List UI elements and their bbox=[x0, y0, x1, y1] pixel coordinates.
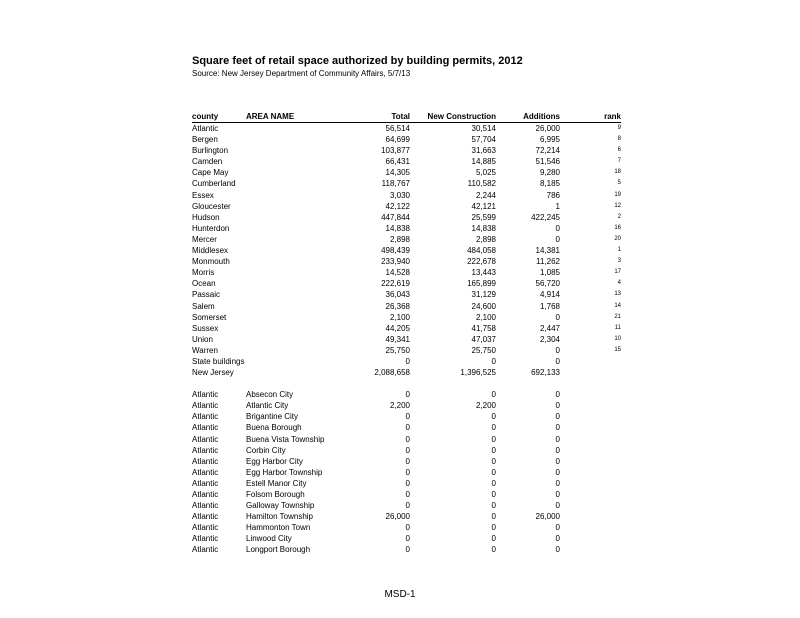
area-cell bbox=[246, 178, 346, 189]
rank-cell bbox=[560, 367, 621, 378]
additions-cell: 0 bbox=[555, 390, 560, 400]
municipality-row bbox=[192, 389, 621, 400]
additions-cell: 0 bbox=[555, 401, 560, 411]
new-construction-cell: 0 bbox=[491, 523, 496, 533]
county-row bbox=[192, 201, 621, 212]
county-cell: Atlantic bbox=[192, 512, 219, 522]
area-cell bbox=[246, 156, 346, 167]
county-row bbox=[192, 223, 621, 234]
header-new-construction: New Construction bbox=[410, 112, 496, 123]
area-cell bbox=[246, 234, 346, 245]
area-cell: Longport Borough bbox=[246, 545, 311, 555]
new-construction-cell: 484,058 bbox=[467, 246, 496, 256]
area-cell: Hamilton Township bbox=[246, 512, 313, 522]
new-construction-cell: 0 bbox=[491, 490, 496, 499]
additions-cell: 0 bbox=[555, 545, 560, 555]
area-cell: Linwood City bbox=[246, 534, 292, 544]
area-cell: Atlantic City bbox=[246, 401, 289, 411]
new-construction-cell: 57,704 bbox=[471, 135, 496, 145]
area-cell bbox=[246, 356, 346, 367]
area-cell bbox=[246, 190, 346, 201]
area-cell bbox=[246, 323, 346, 334]
total-cell: 447,844 bbox=[381, 212, 410, 222]
area-cell: Hammonton Town bbox=[246, 523, 311, 533]
new-construction-cell: 25,599 bbox=[471, 212, 496, 222]
total-cell: 0 bbox=[405, 523, 410, 533]
county-cell: Atlantic bbox=[192, 124, 219, 133]
total-cell: 66,431 bbox=[385, 157, 410, 167]
area-cell bbox=[246, 134, 346, 145]
new-construction-cell: 0 bbox=[491, 501, 496, 511]
rank-cell bbox=[560, 500, 621, 511]
county-cell: Atlantic bbox=[192, 445, 219, 455]
new-construction-cell: 0 bbox=[491, 412, 496, 422]
area-cell bbox=[246, 256, 346, 267]
additions-cell: 0 bbox=[555, 445, 560, 455]
new-construction-cell: 2,898 bbox=[475, 234, 496, 244]
new-construction-cell: 0 bbox=[491, 423, 496, 433]
rank-cell: 15 bbox=[614, 346, 621, 353]
rank-cell bbox=[560, 422, 621, 433]
additions-cell: 0 bbox=[555, 345, 560, 355]
new-construction-cell: 14,838 bbox=[471, 223, 496, 233]
county-cell: Atlantic bbox=[192, 478, 219, 488]
new-construction-cell: 0 bbox=[491, 512, 496, 522]
rank-cell: 9 bbox=[617, 125, 621, 131]
total-cell: 2,898 bbox=[389, 234, 410, 244]
rank-cell: 4 bbox=[617, 280, 621, 287]
new-construction-cell: 14,885 bbox=[471, 157, 496, 167]
rank-cell bbox=[560, 533, 621, 544]
additions-cell: 0 bbox=[555, 534, 560, 544]
total-cell: 0 bbox=[405, 390, 410, 400]
county-cell: Morris bbox=[192, 268, 215, 278]
new-construction-cell: 0 bbox=[491, 467, 496, 477]
new-construction-cell: 30,514 bbox=[471, 124, 496, 133]
new-construction-cell: 47,037 bbox=[471, 334, 496, 344]
county-cell: Sussex bbox=[192, 323, 219, 333]
county-row bbox=[192, 145, 621, 156]
county-row bbox=[192, 345, 621, 356]
rank-cell: 7 bbox=[617, 158, 621, 165]
county-cell: Somerset bbox=[192, 312, 227, 322]
new-construction-cell: 42,121 bbox=[471, 201, 496, 211]
additions-cell: 1 bbox=[555, 201, 560, 211]
county-row bbox=[192, 301, 621, 312]
area-cell: Egg Harbor Township bbox=[246, 467, 323, 477]
rank-cell bbox=[560, 434, 621, 445]
new-construction-cell: 31,129 bbox=[471, 290, 496, 300]
county-cell: Atlantic bbox=[192, 423, 219, 433]
total-cell: 0 bbox=[405, 490, 410, 499]
area-cell bbox=[246, 345, 346, 356]
total-cell: 56,514 bbox=[385, 124, 410, 133]
total-cell: 49,341 bbox=[385, 334, 410, 344]
total-cell: 0 bbox=[405, 534, 410, 544]
additions-cell: 0 bbox=[555, 434, 560, 444]
additions-cell: 0 bbox=[555, 523, 560, 533]
spacer-cell bbox=[192, 378, 621, 389]
new-construction-cell: 25,750 bbox=[471, 345, 496, 355]
municipality-row bbox=[192, 533, 621, 544]
additions-cell: 0 bbox=[555, 412, 560, 422]
area-cell: Egg Harbor City bbox=[246, 456, 303, 466]
new-construction-cell: 2,100 bbox=[475, 312, 496, 322]
total-cell: 3,030 bbox=[389, 190, 410, 200]
county-cell: Cape May bbox=[192, 168, 229, 178]
new-construction-cell: 165,899 bbox=[467, 279, 496, 289]
rank-cell: 11 bbox=[614, 324, 621, 331]
county-cell: Warren bbox=[192, 345, 218, 355]
county-cell: Middlesex bbox=[192, 246, 229, 256]
total-cell: 0 bbox=[405, 545, 410, 555]
total-cell: 0 bbox=[405, 456, 410, 466]
county-row bbox=[192, 356, 621, 367]
additions-cell: 9,280 bbox=[539, 168, 560, 178]
additions-cell: 0 bbox=[555, 223, 560, 233]
total-cell: 26,368 bbox=[385, 301, 410, 311]
county-row bbox=[192, 267, 621, 278]
county-cell: Atlantic bbox=[192, 412, 219, 422]
total-cell: 118,767 bbox=[381, 179, 410, 189]
new-construction-cell: 110,582 bbox=[467, 179, 496, 189]
area-cell bbox=[246, 278, 346, 289]
municipality-row bbox=[192, 544, 621, 555]
additions-cell: 8,185 bbox=[539, 179, 560, 189]
additions-cell: 72,214 bbox=[535, 146, 560, 156]
additions-cell: 0 bbox=[555, 456, 560, 466]
area-cell: Galloway Township bbox=[246, 501, 315, 511]
county-cell: Mercer bbox=[192, 234, 217, 244]
county-row bbox=[192, 234, 621, 245]
new-construction-cell: 222,678 bbox=[467, 257, 496, 267]
additions-cell: 2,447 bbox=[539, 323, 560, 333]
county-cell: State buildings bbox=[192, 356, 245, 366]
rank-cell bbox=[560, 389, 621, 400]
county-cell: Salem bbox=[192, 301, 215, 311]
total-cell: 0 bbox=[405, 445, 410, 455]
rank-cell bbox=[560, 400, 621, 411]
total-cell: 103,877 bbox=[381, 146, 410, 156]
additions-cell: 2,304 bbox=[539, 334, 560, 344]
rank-cell: 6 bbox=[617, 147, 621, 154]
rank-cell: 16 bbox=[614, 224, 621, 231]
county-cell: Monmouth bbox=[192, 257, 230, 267]
county-row bbox=[192, 334, 621, 345]
county-cell: Union bbox=[192, 334, 213, 344]
area-cell bbox=[246, 301, 346, 312]
total-cell: 2,088,658 bbox=[374, 368, 410, 378]
rank-cell: 3 bbox=[617, 258, 621, 265]
county-row bbox=[192, 212, 621, 223]
area-cell bbox=[246, 145, 346, 156]
county-row bbox=[192, 178, 621, 189]
page-footer: MSD-1 bbox=[384, 589, 416, 600]
rank-cell: 20 bbox=[614, 235, 621, 242]
county-cell: Hunterdon bbox=[192, 223, 230, 233]
county-row bbox=[192, 367, 621, 378]
county-row bbox=[192, 167, 621, 178]
total-cell: 0 bbox=[405, 478, 410, 488]
additions-cell: 0 bbox=[555, 356, 560, 366]
header-county: county bbox=[192, 112, 246, 123]
rank-cell bbox=[560, 356, 621, 367]
page-title: Square feet of retail space authorized by building permits, 2012 bbox=[192, 55, 523, 67]
county-cell: Hudson bbox=[192, 212, 220, 222]
total-cell: 36,043 bbox=[385, 290, 410, 300]
rank-cell bbox=[560, 522, 621, 533]
county-row bbox=[192, 312, 621, 323]
total-cell: 2,100 bbox=[389, 312, 410, 322]
new-construction-cell: 2,244 bbox=[475, 190, 496, 200]
additions-cell: 0 bbox=[555, 312, 560, 322]
rank-cell bbox=[560, 511, 621, 522]
county-cell: Atlantic bbox=[192, 490, 219, 499]
total-cell: 14,305 bbox=[385, 168, 410, 178]
total-cell: 0 bbox=[405, 356, 410, 366]
rank-cell: 21 bbox=[614, 313, 621, 320]
county-cell: Atlantic bbox=[192, 434, 219, 444]
additions-cell: 0 bbox=[555, 490, 560, 499]
area-cell: Estell Manor City bbox=[246, 478, 307, 488]
municipality-row bbox=[192, 445, 621, 456]
rank-cell bbox=[560, 411, 621, 422]
new-construction-cell: 0 bbox=[491, 434, 496, 444]
county-cell: Gloucester bbox=[192, 201, 231, 211]
county-row bbox=[192, 245, 621, 256]
area-cell bbox=[246, 312, 346, 323]
total-cell: 0 bbox=[405, 501, 410, 511]
new-construction-cell: 0 bbox=[491, 456, 496, 466]
area-cell bbox=[246, 123, 346, 135]
county-cell: Atlantic bbox=[192, 456, 219, 466]
rank-cell bbox=[560, 478, 621, 489]
county-row bbox=[192, 134, 621, 145]
additions-cell: 6,995 bbox=[539, 135, 560, 145]
county-cell: New Jersey bbox=[192, 368, 234, 378]
rank-cell: 17 bbox=[614, 269, 621, 276]
source-note: Source: New Jersey Department of Community Affairs, 5/7/13 bbox=[192, 69, 411, 78]
county-cell: Passaic bbox=[192, 290, 221, 300]
area-cell bbox=[246, 367, 346, 378]
total-cell: 498,439 bbox=[381, 246, 410, 256]
table-header-row bbox=[192, 112, 621, 123]
county-cell: Cumberland bbox=[192, 179, 236, 189]
total-cell: 222,619 bbox=[381, 279, 410, 289]
county-cell: Atlantic bbox=[192, 467, 219, 477]
county-cell: Atlantic bbox=[192, 501, 219, 511]
new-construction-cell: 0 bbox=[491, 356, 496, 366]
municipality-row bbox=[192, 411, 621, 422]
rank-cell: 1 bbox=[617, 247, 621, 254]
additions-cell: 11,262 bbox=[536, 257, 560, 267]
new-construction-cell: 0 bbox=[491, 390, 496, 400]
area-cell bbox=[246, 201, 346, 212]
municipality-row bbox=[192, 422, 621, 433]
new-construction-cell: 0 bbox=[491, 534, 496, 544]
additions-cell: 14,381 bbox=[535, 246, 560, 256]
new-construction-cell: 0 bbox=[491, 545, 496, 555]
retail-permits-table bbox=[192, 112, 621, 556]
rank-cell: 19 bbox=[614, 191, 621, 198]
county-row bbox=[192, 123, 621, 135]
total-cell: 64,699 bbox=[385, 135, 410, 145]
rank-cell: 18 bbox=[614, 169, 621, 176]
new-construction-cell: 13,443 bbox=[471, 268, 496, 278]
total-cell: 0 bbox=[405, 434, 410, 444]
county-cell: Atlantic bbox=[192, 545, 219, 555]
rank-cell: 5 bbox=[617, 180, 621, 187]
additions-cell: 0 bbox=[555, 501, 560, 511]
area-cell bbox=[246, 167, 346, 178]
rank-cell bbox=[560, 467, 621, 478]
total-cell: 14,838 bbox=[385, 223, 410, 233]
area-cell bbox=[246, 289, 346, 300]
new-construction-cell: 24,600 bbox=[471, 301, 496, 311]
additions-cell: 692,133 bbox=[531, 368, 560, 378]
additions-cell: 786 bbox=[546, 190, 560, 200]
county-row bbox=[192, 289, 621, 300]
additions-cell: 4,914 bbox=[539, 290, 560, 300]
area-cell: Buena Vista Township bbox=[246, 434, 325, 444]
municipality-row bbox=[192, 456, 621, 467]
area-cell: Buena Borough bbox=[246, 423, 302, 433]
table-body bbox=[192, 123, 621, 556]
county-cell: Ocean bbox=[192, 279, 216, 289]
county-row bbox=[192, 323, 621, 334]
rank-cell bbox=[560, 456, 621, 467]
additions-cell: 51,546 bbox=[535, 157, 560, 167]
new-construction-cell: 41,758 bbox=[471, 323, 496, 333]
rank-cell: 10 bbox=[614, 335, 621, 342]
additions-cell: 26,000 bbox=[535, 512, 560, 522]
header-total: Total bbox=[346, 112, 410, 123]
new-construction-cell: 0 bbox=[491, 445, 496, 455]
county-row bbox=[192, 156, 621, 167]
area-cell bbox=[246, 267, 346, 278]
rank-cell: 12 bbox=[614, 202, 621, 209]
header-area-name: AREA NAME bbox=[246, 112, 346, 123]
county-cell: Atlantic bbox=[192, 523, 219, 533]
county-row bbox=[192, 190, 621, 201]
rank-cell bbox=[560, 489, 621, 500]
new-construction-cell: 1,396,525 bbox=[460, 368, 496, 378]
new-construction-cell: 0 bbox=[491, 478, 496, 488]
county-row bbox=[192, 256, 621, 267]
municipality-row bbox=[192, 500, 621, 511]
area-cell: Absecon City bbox=[246, 390, 294, 400]
municipality-row bbox=[192, 478, 621, 489]
county-cell: Burlington bbox=[192, 146, 229, 156]
area-cell: Brigantine City bbox=[246, 412, 299, 422]
total-cell: 0 bbox=[405, 412, 410, 422]
municipality-row bbox=[192, 467, 621, 478]
rank-cell: 14 bbox=[614, 302, 621, 309]
municipality-row bbox=[192, 489, 621, 500]
rank-cell bbox=[560, 445, 621, 456]
additions-cell: 1,768 bbox=[539, 301, 560, 311]
municipality-row bbox=[192, 522, 621, 533]
county-cell: Atlantic bbox=[192, 390, 219, 400]
municipality-row bbox=[192, 511, 621, 522]
header-additions: Additions bbox=[496, 112, 560, 123]
additions-cell: 0 bbox=[555, 478, 560, 488]
rank-cell bbox=[560, 544, 621, 555]
additions-cell: 26,000 bbox=[535, 124, 560, 133]
county-cell: Bergen bbox=[192, 135, 218, 145]
total-cell: 14,528 bbox=[385, 268, 410, 278]
total-cell: 0 bbox=[405, 467, 410, 477]
additions-cell: 0 bbox=[555, 423, 560, 433]
total-cell: 26,000 bbox=[385, 512, 410, 522]
county-cell: Camden bbox=[192, 157, 223, 167]
area-cell bbox=[246, 212, 346, 223]
additions-cell: 422,245 bbox=[531, 212, 560, 222]
area-cell bbox=[246, 334, 346, 345]
header-rank: rank bbox=[560, 112, 621, 123]
section-spacer bbox=[192, 378, 621, 389]
total-cell: 25,750 bbox=[385, 345, 410, 355]
area-cell: Corbin City bbox=[246, 445, 286, 455]
county-cell: Atlantic bbox=[192, 401, 219, 411]
total-cell: 2,200 bbox=[389, 401, 410, 411]
total-cell: 0 bbox=[405, 423, 410, 433]
rank-cell: 8 bbox=[617, 136, 621, 143]
additions-cell: 0 bbox=[555, 467, 560, 477]
new-construction-cell: 2,200 bbox=[475, 401, 496, 411]
additions-cell: 1,085 bbox=[539, 268, 560, 278]
municipality-row bbox=[192, 434, 621, 445]
county-row bbox=[192, 278, 621, 289]
new-construction-cell: 5,025 bbox=[475, 168, 496, 178]
rank-cell: 2 bbox=[617, 213, 621, 220]
area-cell: Folsom Borough bbox=[246, 490, 305, 499]
municipality-row bbox=[192, 400, 621, 411]
additions-cell: 0 bbox=[555, 234, 560, 244]
total-cell: 44,205 bbox=[385, 323, 410, 333]
rank-cell: 13 bbox=[614, 291, 621, 298]
new-construction-cell: 31,663 bbox=[471, 146, 496, 156]
area-cell bbox=[246, 223, 346, 234]
total-cell: 233,940 bbox=[381, 257, 410, 267]
county-cell: Essex bbox=[192, 190, 214, 200]
additions-cell: 56,720 bbox=[535, 279, 560, 289]
area-cell bbox=[246, 245, 346, 256]
county-cell: Atlantic bbox=[192, 534, 219, 544]
total-cell: 42,122 bbox=[385, 201, 410, 211]
